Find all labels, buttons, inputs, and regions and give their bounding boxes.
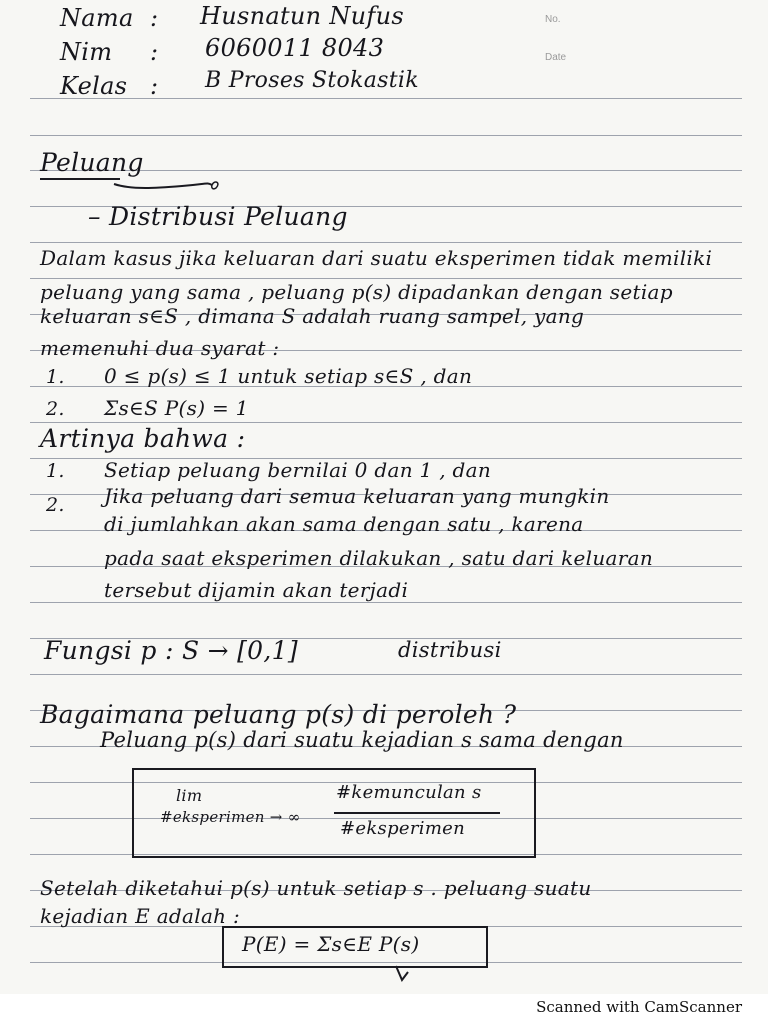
ruled-line [30,278,742,279]
meaning-text: Setiap peluang bernilai 0 dan 1 , dan [104,458,492,482]
ruled-line [30,242,742,243]
condition-number: 1. [46,366,65,388]
nim-label: Nim [60,38,113,66]
ruled-line [30,674,742,675]
function-label: distribusi [398,638,502,662]
arrow-icon [388,964,418,994]
meaning-text: tersebut dijamin akan terjadi [104,578,409,602]
nama-label: Nama [60,4,134,32]
title-underline [40,178,120,180]
paragraph-line: memenuhi dua syarat : [40,336,280,360]
final-formula: P(E) = Σs∈E P(s) [242,932,420,956]
footer-text: Scanned with CamScanner [536,998,742,1016]
kelas-colon: : [150,72,159,100]
limit-numerator: #kemunculan s [336,782,482,803]
meaning-number: 1. [46,460,65,482]
scanner-footer [0,994,768,1024]
kelas-value: B Proses Stokastik [205,68,419,93]
limit-subscript: #eksperimen → ∞ [160,808,301,826]
ruled-line [30,98,742,99]
closing-line: kejadian E adalah : [40,904,241,928]
meaning-title: Artinya bahwa : [40,424,246,453]
ruled-line [30,422,742,423]
meaning-text: pada saat eksperimen dilakukan , satu dari keluaran [104,546,654,570]
condition-text: 0 ≤ p(s) ≤ 1 untuk setiap s∈S , dan [104,364,473,388]
question-line: Bagaimana peluang p(s) di peroleh ? [40,700,517,729]
limit-denominator: #eksperimen [340,818,466,839]
subsection-title: – Distribusi Peluang [88,202,348,231]
limit-lim: lim [176,786,203,805]
meaning-text: di jumlahkan akan sama dengan satu , karena [104,512,584,536]
nim-value: 6060011 8043 [205,34,385,62]
meaning-number: 2. [46,494,65,516]
function-line: Fungsi p : S → [0,1] [44,636,298,665]
paragraph-line: Dalam kasus jika keluaran dari suatu eksperimen tidak memiliki [40,246,713,270]
ruled-line [30,135,742,136]
paragraph-line: peluang yang sama , peluang p(s) dipadankan dengan setiap [40,280,673,304]
date-label: Date [545,52,567,63]
condition-text: Σs∈S P(s) = 1 [104,396,249,420]
squiggle-decoration [112,172,222,192]
no-label: No. [545,14,561,25]
kelas-label: Kelas [60,72,128,100]
nama-colon: : [150,4,159,32]
condition-number: 2. [46,398,65,420]
ruled-line [30,602,742,603]
answer-line: Peluang p(s) dari suatu kejadian s sama dengan [100,728,624,752]
closing-line: Setelah diketahui p(s) untuk setiap s . peluang suatu [40,876,592,900]
nama-value: Husnatun Nufus [200,2,404,30]
section-title: Peluang [40,148,144,177]
meaning-text: Jika peluang dari semua keluaran yang mungkin [104,484,610,508]
fraction-bar [334,812,500,814]
nim-colon: : [150,38,159,66]
paragraph-line: keluaran s∈S , dimana S adalah ruang sampel, yang [40,304,585,328]
